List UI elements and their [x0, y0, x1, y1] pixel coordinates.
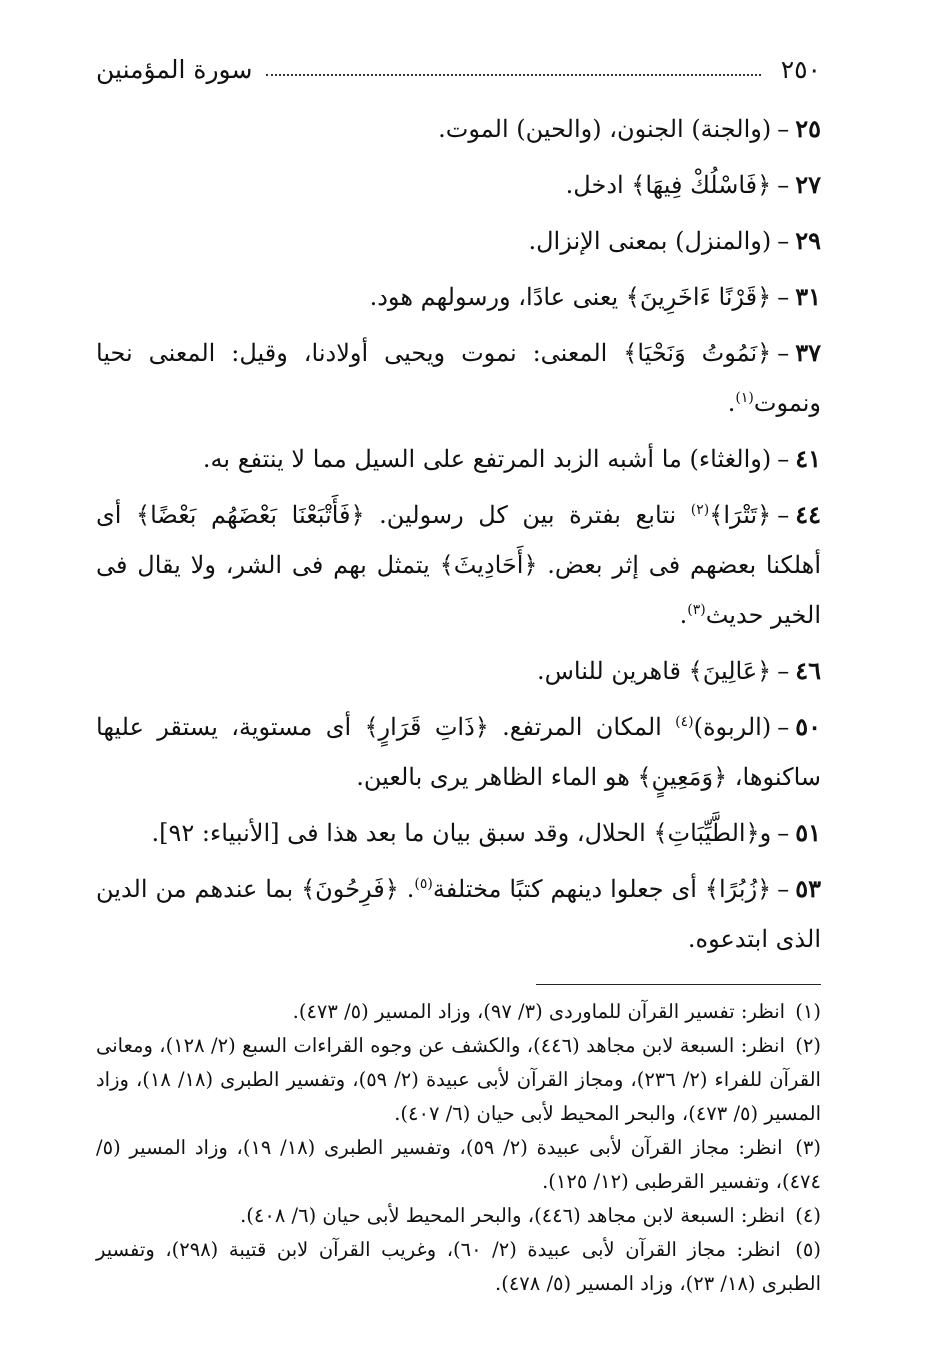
surah-title: سورة المؤمنين	[96, 54, 253, 84]
footnote-text: انظر: السبعة لابن مجاهد (٤٤٦)، والبحر المحيط لأبى حيان (٦/ ٤٠٨).	[240, 1204, 786, 1227]
entry-44: ٤٤–﴿تَتْرَا﴾$^{(٢)}$ نتابع بفترة بين كل رسولين. ﴿فَأَتْبَعْنَا بَعْضَهُم بَعْضًا﴾ أى أهلكنا بعضهم فى إثر بعض. ﴿أَحَادِيثَ﴾ يتمثل بهم فى الشر، ولا يقال فى الخير حديث$^{(٣)}$.	[96, 500, 821, 629]
entry-number: ٥٣	[795, 874, 822, 903]
footnote-marker: (٣)	[795, 1136, 821, 1159]
entry-number: ٢٩	[795, 226, 821, 255]
entry-text: (والغثاء) ما أشبه الزبد المرتفع على السيل مما لا ينتفع به.	[202, 445, 772, 473]
footnotes	[96, 995, 821, 1301]
page-number: ٢٥٠	[780, 54, 821, 84]
footnote-2	[96, 1029, 821, 1131]
entry-number: ٤٤	[795, 500, 821, 529]
entry-number: ٢٧	[795, 170, 821, 199]
entry-text-after: .	[727, 389, 736, 417]
footnote-ref[interactable]: (٥)	[414, 876, 433, 892]
entry-text: ﴿تَتْرَا﴾	[709, 501, 772, 529]
footnote-ref[interactable]: (٣)	[687, 602, 706, 618]
footnote-text: انظر: مجاز القرآن لأبى عبيدة (٢/ ٥٩)، وتفسير الطبرى (١٨/ ١٩)، وزاد المسير (٥/ ٤٧٤)، وتفسير القرطبى (١٢/ ١٢٥).	[96, 1136, 821, 1193]
entry-27: ٢٧–﴿فَاسْلُكْ فِيهَا﴾ ادخل.	[565, 170, 821, 199]
footnote-text: انظر: تفسير القرآن للماوردى (٣/ ٩٧)، وزاد المسير (٥/ ٤٧٣).	[292, 1000, 786, 1023]
entry-number: ٣١	[795, 282, 821, 311]
entry-text: (والجنة) الجنون، (والحين) الموت.	[438, 115, 772, 143]
footnote-3	[96, 1131, 821, 1199]
entry-number: ٤١	[795, 444, 821, 473]
footnote-marker: (٤)	[795, 1204, 821, 1227]
entry-text: (الربوة)	[693, 713, 772, 741]
entry-41: ٤١–(والغثاء) ما أشبه الزبد المرتفع على السيل مما لا ينتفع به.	[202, 444, 821, 473]
entry-number: ٥١	[795, 818, 821, 847]
entry-text-after: المكان المرتفع. ﴿ذَاتِ قَرَارٍ﴾ أى مستوية، يستقر عليها ساكنوها، ﴿وَمَعِينٍ﴾ هو الماء الظاهر يرى بالعين.	[96, 713, 821, 791]
footnote-1	[96, 995, 821, 1029]
entry-text: ﴿فَاسْلُكْ فِيهَا﴾ ادخل.	[565, 171, 772, 199]
entry-53: ٥٣–﴿زُبُرًا﴾ أى جعلوا دينهم كتبًا مختلفة$^{(٥)}$. ﴿فَرِحُونَ﴾ بما عندهم من الدين الذى ابتدعوه.	[96, 874, 822, 953]
entry-text: ﴿عَالِينَ﴾ قاهرين للناس.	[537, 657, 772, 685]
entry-text: ﴿زُبُرًا﴾ أى جعلوا دينهم كتبًا مختلفة	[432, 875, 772, 903]
footnote-ref[interactable]: (٤)	[675, 714, 694, 730]
entry-text: (والمنزل) بمعنى الإنزال.	[528, 227, 772, 255]
entry-31: ٣١–﴿قَرْنًا ءَاخَرِينَ﴾ يعنى عادًا، ورسولهم هود.	[369, 282, 821, 311]
footnote-text: انظر: السبعة لابن مجاهد (٤٤٦)، والكشف عن وجوه القراءات السبع (٢/ ١٢٨)، ومعانى القرآن للفراء (٢/ ٢٣٦)، ومجاز القرآن لأبى عبيدة (٢/ ٥٩)، وتفسير الطبرى (١٨/ ١٨)، وزاد المسير (٥/ ٤٧٣)، والبحر المحيط لأبى حيان (٦/ ٤٠٧).	[96, 1034, 821, 1125]
entry-51: ٥١–و﴿الطَّيِّبَاتِ﴾ الحلال، وقد سبق بيان ما بعد هذا فى [الأنبياء: ٩٢].	[151, 818, 821, 847]
entry-text-after: .	[679, 601, 688, 629]
entry-29: ٢٩–(والمنزل) بمعنى الإنزال.	[528, 226, 821, 255]
entry-number: ٤٦	[795, 656, 821, 685]
book-page	[96, 48, 821, 1301]
header-dotted-leader	[266, 74, 760, 76]
entry-text: ﴿نَمُوتُ وَنَحْيَا﴾ المعنى: نموت ويحيى أولادنا، وقيل: المعنى نحيا ونموت	[96, 339, 821, 417]
entry-text-after: نتابع بفترة بين كل رسولين. ﴿فَأَتْبَعْنَا بَعْضَهُم بَعْضًا﴾ أى أهلكنا بعضهم فى إثر بعض. ﴿أَحَادِيثَ﴾ يتمثل بهم فى الشر، ولا يقال فى الخير حديث	[96, 501, 821, 629]
entry-number: ٣٧	[795, 338, 821, 367]
entry-text: ﴿قَرْنًا ءَاخَرِينَ﴾ يعنى عادًا، ورسولهم هود.	[369, 283, 772, 311]
footnote-text: انظر: مجاز القرآن لأبى عبيدة (٢/ ٦٠)، وغريب القرآن لابن قتيبة (٢٩٨)، وتفسير الطبرى (١٨/ ٢٣)، وزاد المسير (٥/ ٤٧٨).	[96, 1238, 821, 1295]
entry-text-after: . ﴿فَرِحُونَ﴾ بما عندهم من الدين الذى ابتدعوه.	[96, 875, 821, 953]
entry-number: ٢٥	[795, 114, 821, 143]
entry-37: ٣٧–﴿نَمُوتُ وَنَحْيَا﴾ المعنى: نموت ويحيى أولادنا، وقيل: المعنى نحيا ونموت$^{(١)}$.	[96, 338, 821, 417]
footnote-marker: (٥)	[795, 1238, 821, 1261]
entry-number: ٥٠	[795, 712, 821, 741]
footnote-ref[interactable]: (٢)	[690, 502, 710, 518]
footnote-4	[96, 1199, 821, 1233]
entry-text: و﴿الطَّيِّبَاتِ﴾ الحلال، وقد سبق بيان ما بعد هذا فى [الأنبياء: ٩٢].	[151, 819, 772, 847]
footnote-marker: (١)	[795, 1000, 821, 1023]
footnote-5	[96, 1233, 821, 1301]
entry-25: ٢٥–(والجنة) الجنون، (والحين) الموت.	[438, 114, 821, 143]
entry-46: ٤٦–﴿عَالِينَ﴾ قاهرين للناس.	[537, 656, 821, 685]
entries-list	[96, 104, 821, 964]
footnote-ref[interactable]: (١)	[735, 390, 754, 406]
page-header	[96, 48, 821, 90]
footnote-separator	[536, 984, 821, 985]
entry-50: ٥٠–(الربوة)$^{(٤)}$ المكان المرتفع. ﴿ذَاتِ قَرَارٍ﴾ أى مستوية، يستقر عليها ساكنوها، ﴿وَمَعِينٍ﴾ هو الماء الظاهر يرى بالعين.	[96, 712, 821, 791]
footnote-marker: (٢)	[795, 1034, 821, 1057]
